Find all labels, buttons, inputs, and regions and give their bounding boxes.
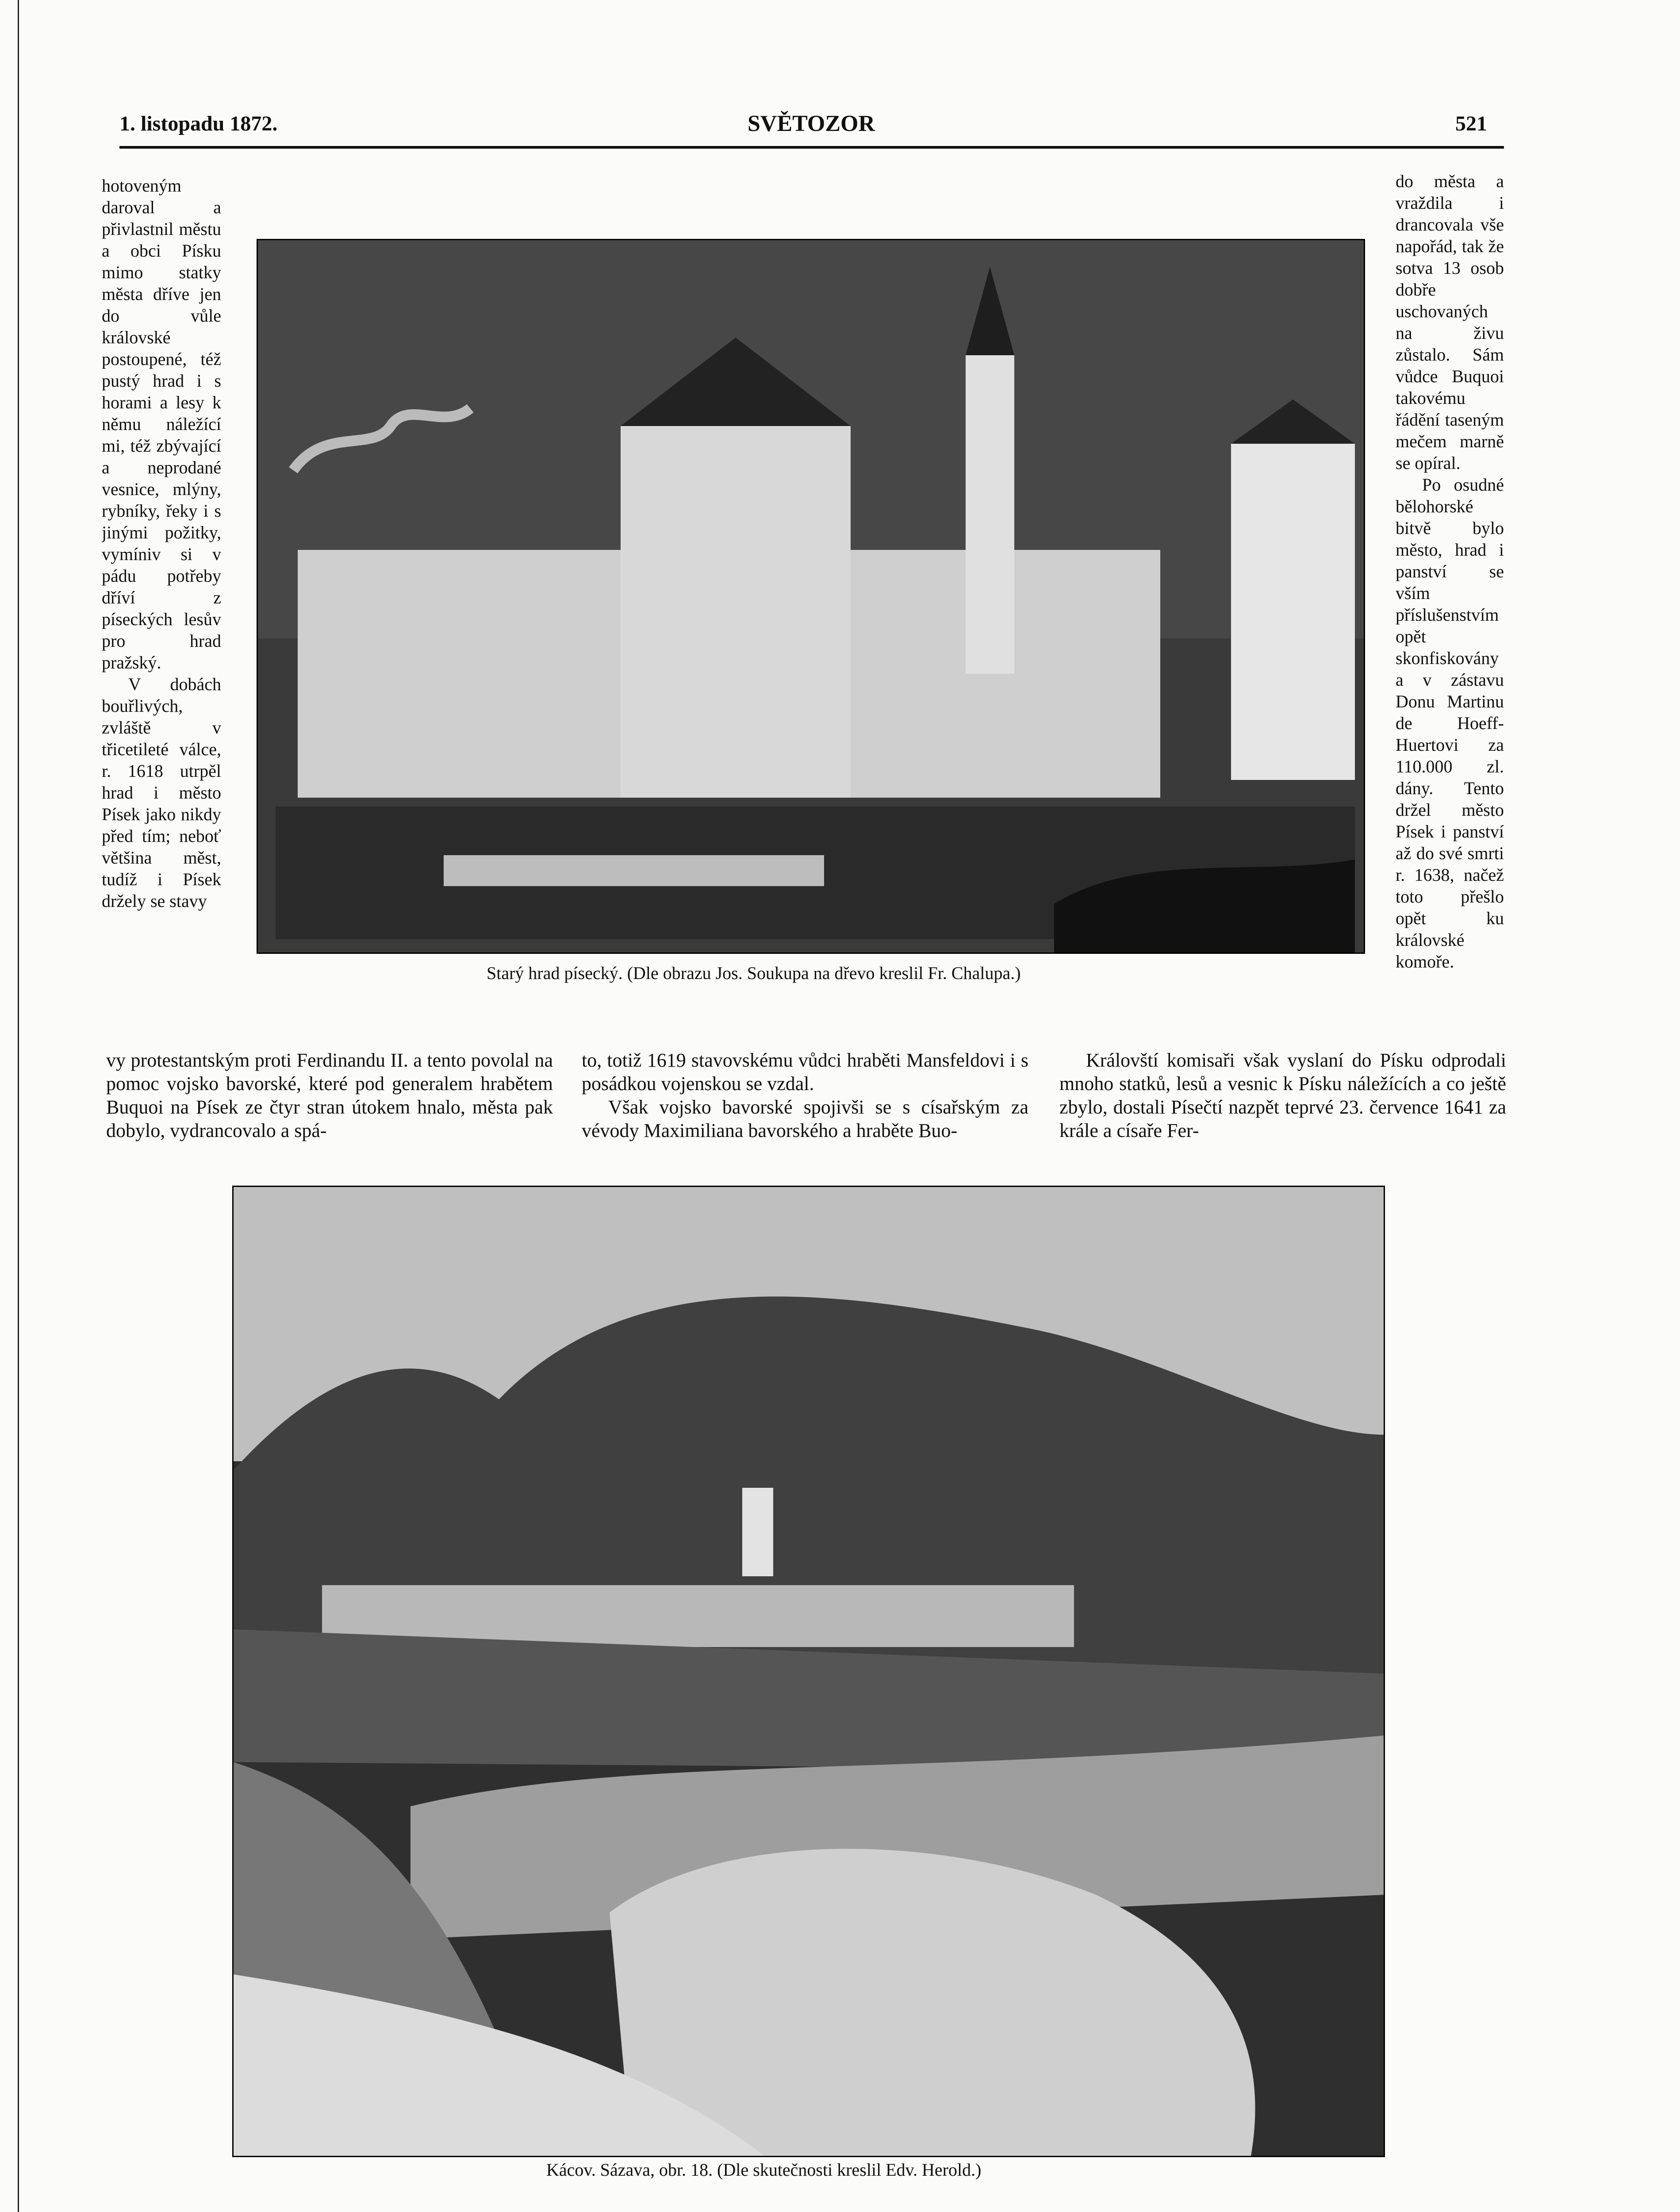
paragraph: to, totiž 1619 stavovskému vůdci hraběti Mansfeldovi i s posádkou vojenskou se vzdal. xyxy=(582,1049,1028,1094)
top-right-column xyxy=(1396,170,1504,1051)
header-date: 1. listopadu 1872. xyxy=(119,112,278,135)
paragraph: Královští komisaři však vyslaní do Písku odprodali mnoho statků, lesů a vesnic k Písku náležících a co ještě zbylo, dostali Písečtí nazpět teprvé 23. července 1641 za krále a císaře Fer- xyxy=(1059,1049,1506,1141)
paragraph: do města a vraždila i drancovala vše napořád, tak že sotva 13 osob dobře uschovaných na živu zůstalo. Sám vůdce Buquoi takovému řádění taseným mečem marně se opíral. xyxy=(1396,171,1504,473)
castle-engraving xyxy=(257,239,1365,954)
journal-title: SVĚTOZOR xyxy=(748,111,875,136)
illustration-2-caption: Kácov. Sázava, obr. 18. (Dle skutečnosti kreslil Edv. Herold.) xyxy=(546,2160,982,2180)
middle-column-1 xyxy=(106,1048,553,1150)
paragraph: Po osudné bělohorské bitvě bylo město, hrad i panství se vším příslušenstvím opět skonfiskovány a v zástavu Donu Martinu de Hoeff-Huertovi za 110.000 zl. dány. Tento držel město Písek i panství až do své smrti r. 1638, načež toto přešlo opět ku královské komoře. xyxy=(1396,475,1504,972)
header-rule xyxy=(119,146,1504,149)
middle-column-2 xyxy=(582,1048,1028,1150)
illustration-1-caption: Starý hrad písecký. (Dle obrazu Jos. Soukupa na dřevo kreslil Fr. Chalupa.) xyxy=(487,963,1021,983)
paragraph: V dobách bouřlivých, zvláště v třicetileté válce, r. 1618 utrpěl hrad i město Písek jako nikdy před tím; neboť většina měst, tudíž i Písek držely se stavy xyxy=(102,674,221,911)
paragraph: vy protestantským proti Ferdinandu II. a tento povolal na pomoc vojsko bavorské, které pod generalem hrabětem Buquoi na Písek ze čtyr stran útokem hnalo, města pak dobylo, vydrancovalo a spá- xyxy=(106,1049,553,1141)
top-left-column xyxy=(102,175,221,1060)
scan-edge-line xyxy=(18,0,19,2212)
page-number: 521 xyxy=(1455,112,1487,135)
middle-column-3 xyxy=(1059,1048,1506,1150)
paragraph: Však vojsko bavorské spojivši se s císařským za vévody Maximiliana bavorského a hraběte Buo- xyxy=(582,1096,1028,1141)
kacov-landscape-engraving xyxy=(232,1186,1385,2157)
paragraph: hotoveným daroval a přivlastnil městu a obci Písku mimo statky města dříve jen do vůle královské postoupené, též pustý hrad i s horami a lesy k němu náležící mi, též zbývající a neprodané vesnice, mlýny, rybníky, řeky i s jinými požitky, vymíniv si v pádu potřeby dříví z píseckých lesův pro hrad pražský. xyxy=(102,176,221,672)
